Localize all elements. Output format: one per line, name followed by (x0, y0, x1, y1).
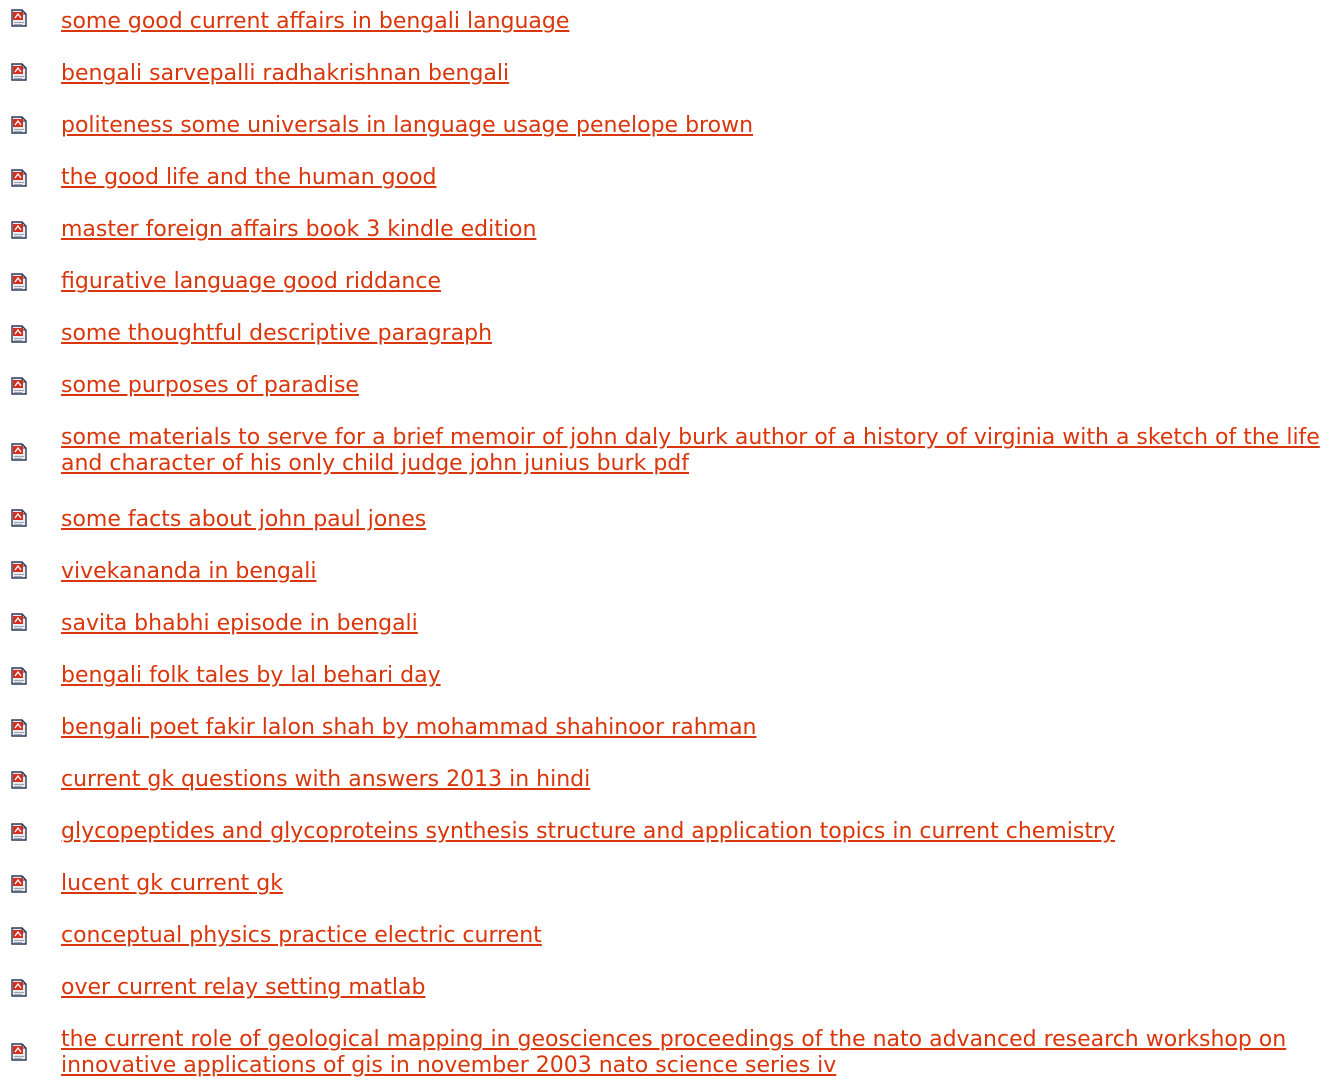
pdf-link[interactable]: savita bhabhi episode in bengali (61, 611, 418, 636)
pdf-file-icon (11, 509, 27, 527)
pdf-link[interactable]: some facts about john paul jones (61, 507, 427, 532)
pdf-link[interactable]: bengali poet fakir lalon shah by mohammad shahinoor rahman (61, 715, 757, 740)
pdf-link[interactable]: bengali sarvepalli radhakrishnan bengali (61, 61, 510, 86)
pdf-file-icon (11, 667, 27, 685)
pdf-link[interactable]: the good life and the human good (61, 165, 437, 190)
pdf-file-icon (11, 823, 27, 841)
pdf-link[interactable]: conceptual physics practice electric current (61, 923, 542, 948)
pdf-file-icon (11, 63, 27, 81)
pdf-link[interactable]: current gk questions with answers 2013 in hindi (61, 767, 591, 792)
pdf-file-icon (11, 613, 27, 631)
pdf-link[interactable]: some materials to serve for a brief memoir of john daly burk author of a history of virginia with a sketch of the life and character of his only child judge john junius burk pdf (61, 425, 1320, 476)
pdf-file-icon (11, 221, 27, 239)
pdf-file-icon (11, 561, 27, 579)
pdf-link[interactable]: master foreign affairs book 3 kindle edition (61, 217, 537, 242)
pdf-link[interactable]: some purposes of paradise (61, 373, 359, 398)
pdf-file-icon (11, 875, 27, 893)
pdf-file-icon (11, 979, 27, 997)
pdf-file-icon (11, 116, 27, 134)
pdf-link[interactable]: glycopeptides and glycoproteins synthesis structure and application topics in current chemistry (61, 819, 1116, 844)
pdf-file-icon (11, 927, 27, 945)
pdf-link[interactable]: politeness some universals in language usage penelope brown (61, 113, 754, 138)
pdf-file-icon (11, 273, 27, 291)
pdf-link[interactable]: over current relay setting matlab (61, 975, 426, 1000)
pdf-file-icon (11, 443, 27, 461)
pdf-link[interactable]: vivekananda in bengali (61, 559, 317, 584)
pdf-link[interactable]: some good current affairs in bengali language (61, 9, 570, 34)
pdf-link[interactable]: bengali folk tales by lal behari day (61, 663, 441, 688)
pdf-file-icon (11, 1043, 27, 1061)
pdf-link[interactable]: lucent gk current gk (61, 871, 284, 896)
pdf-file-icon (11, 169, 27, 187)
pdf-file-icon (11, 9, 27, 27)
pdf-link[interactable]: the current role of geological mapping in geosciences proceedings of the nato advanced research workshop on innovative applications of gis in november 2003 nato science series iv (61, 1027, 1287, 1078)
pdf-link[interactable]: figurative language good riddance (61, 269, 441, 294)
pdf-file-icon (11, 325, 27, 343)
pdf-file-icon (11, 719, 27, 737)
pdf-link[interactable]: some thoughtful descriptive paragraph (61, 321, 493, 346)
pdf-file-icon (11, 377, 27, 395)
pdf-file-icon (11, 771, 27, 789)
